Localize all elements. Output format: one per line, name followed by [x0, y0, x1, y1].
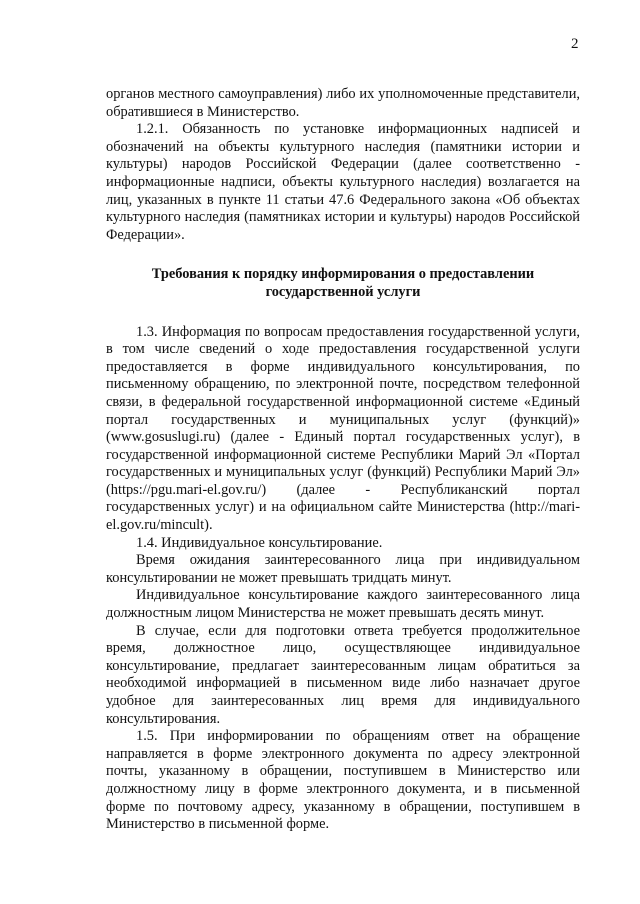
paragraph-1-2-1: 1.2.1. Обязанность по установке информационных надписей и обозначений на объекты культурного наследия (памятники истории и культуры) народов Российской Федерации (далее соответственно - информационные надписи, объекты культурного наследия) возлагается на лиц, указанных в пункте 11 статьи 47.6 Федерального закона «Об объектах культурного наследия (памятниках истории и культуры) народов Российской Федерации». [106, 121, 580, 243]
paragraph-1-3: 1.3. Информация по вопросам предоставления государственной услуги, в том числе сведений о ходе предоставления государственной услуги предоставляется в форме индивидуального консультирования, по письменному обращению, по электронной почте, посредством телефонной связи, в федеральной государственной информационной системе «Единый портал государственных и муниципальных услуг (функций)» (www.gosuslugi.ru) (далее - Единый портал государственных услуг), в государственной информационной системе Республики Марий Эл «Портал государственных и муниципальных услуг (функций) Республики Марий Эл» (https://pgu.mari-el.gov.ru/) (далее - Республиканский портал государственных услуг) и на официальном сайте Министерства (http://mari-el.gov.ru/mincult). [106, 323, 580, 534]
paragraph-continuation: органов местного самоуправления) либо их уполномоченные представители, обратившиеся в Министерство. [106, 86, 580, 120]
page-number: 2 [571, 36, 579, 52]
paragraph-1-5: 1.5. При информировании по обращениям ответ на обращение направляется в форме электронного документа по адресу электронной почты, указанному в обращении, поступившем в Министерство или должностному лицу в форме электронного документа, и в письменной форме по почтовому адресу, указанному в обращении, поступившем в Министерство в письменной форме. [106, 728, 580, 833]
paragraph-consult-duration: Индивидуальное консультирование каждого заинтересованного лица должностным лицом Министерства не может превышать десять минут. [106, 587, 580, 622]
paragraph-waiting-time: Время ожидания заинтересованного лица при индивидуальном консультировании не может превышать тридцать минут. [106, 552, 580, 586]
section-heading: Требования к порядку информирования о предоставлении государственной услуги [151, 266, 535, 300]
document-body [106, 86, 580, 834]
paragraph-long-answer: В случае, если для подготовки ответа требуется продолжительное время, должностное лицо, осуществляющее индивидуальное консультирование, предлагает заинтересованным лицам обратиться за необходимой информацией в письменном виде либо назначает другое удобное для заинтересованных лиц время для индивидуального консультирования. [106, 622, 580, 727]
paragraph-1-4: 1.4. Индивидуальное консультирование. [136, 534, 383, 551]
